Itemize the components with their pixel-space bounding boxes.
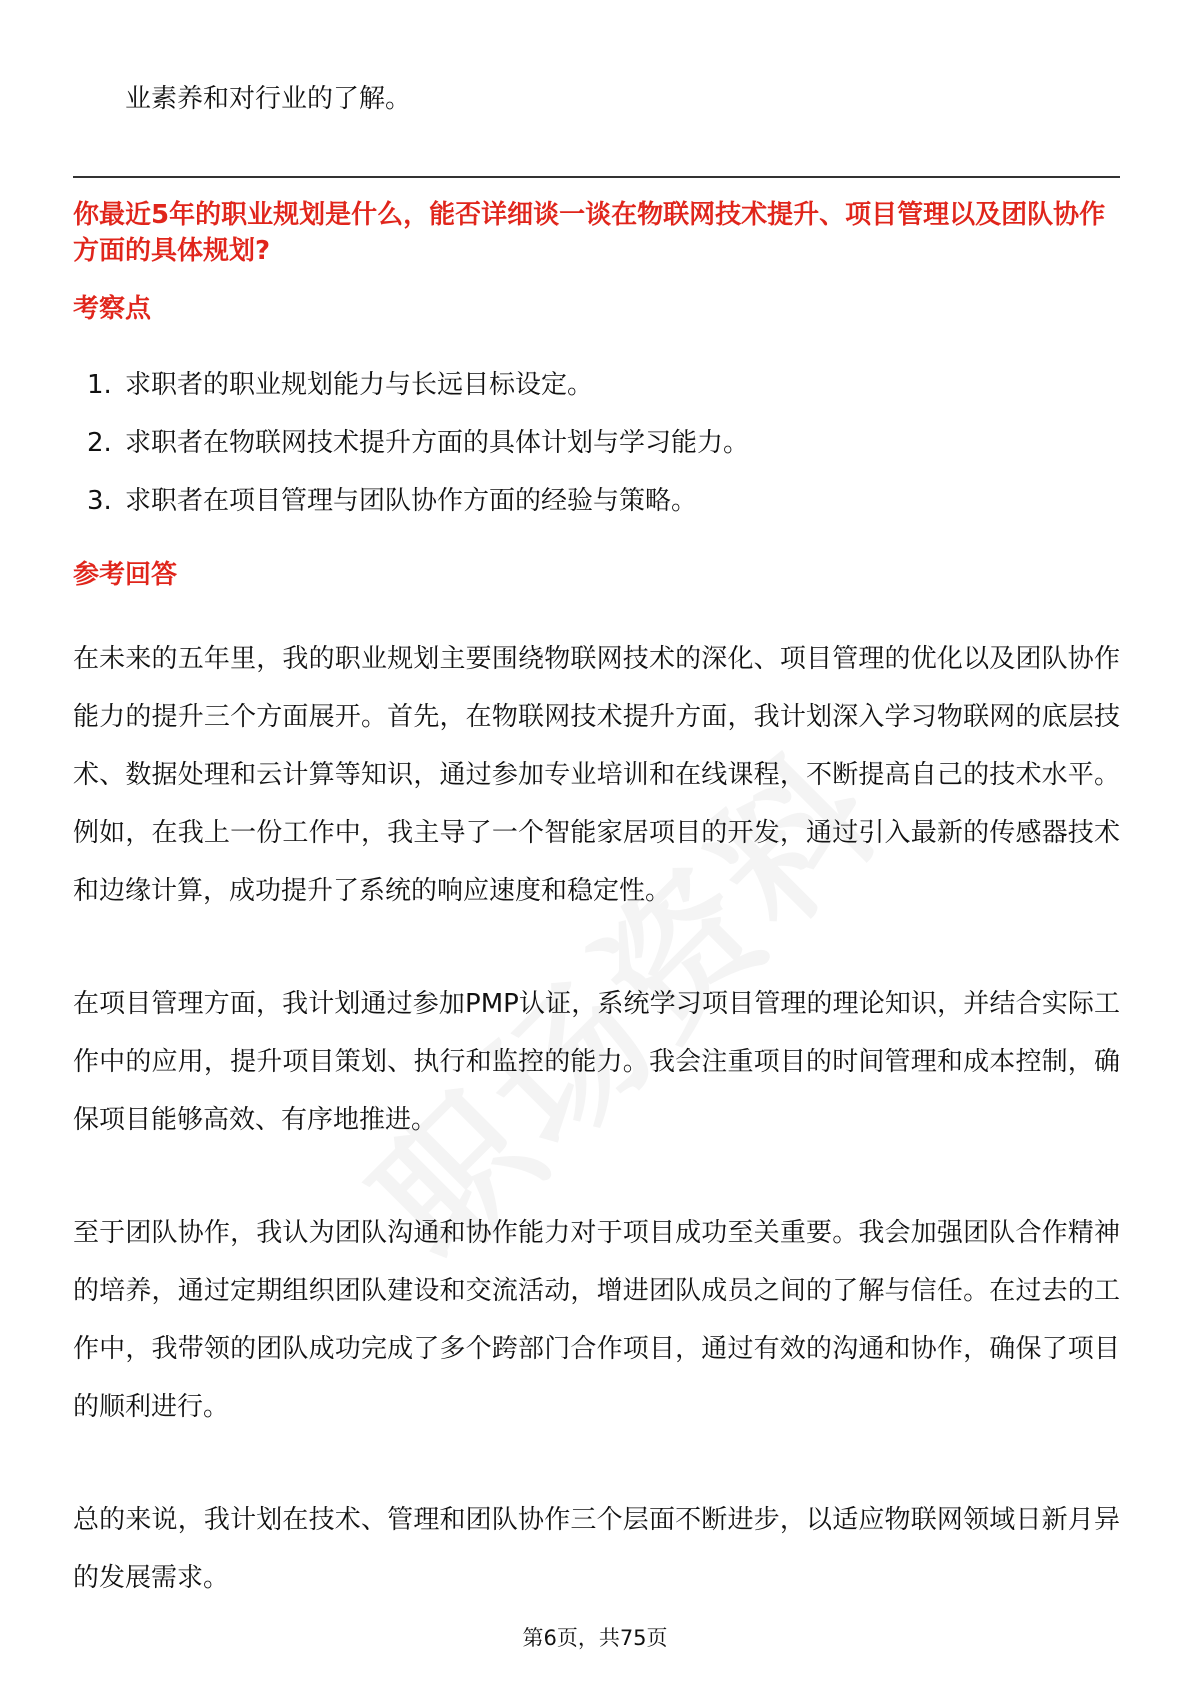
page-number-footer: 第6页，共75页	[522, 1626, 668, 1650]
answer-paragraph: 总的来说，我计划在技术、管理和团队协作三个层面不断进步，以适应物联网领域日新月异的发展需求。	[73, 1505, 1120, 1593]
list-item-number: 2.	[87, 428, 112, 458]
key-points-title: 考察点	[73, 294, 152, 324]
list-item-text: 求职者的职业规划能力与长远目标设定。	[125, 370, 594, 400]
question-heading: 你最近5年的职业规划是什么，能否详细谈一谈在物联网技术提升、项目管理以及团队协作方面的具体规划?	[73, 200, 1106, 266]
section-divider	[73, 176, 1120, 178]
list-item	[87, 423, 749, 463]
list-item-number: 1.	[87, 370, 112, 400]
answer-paragraph: 在未来的五年里，我的职业规划主要围绕物联网技术的深化、项目管理的优化以及团队协作能力的提升三个方面展开。首先，在物联网技术提升方面，我计划深入学习物联网的底层技术、数据处理和云计算等知识，通过参加专业培训和在线课程，不断提高自己的技术水平。例如，在我上一份工作中，我主导了一个智能家居项目的开发，通过引入最新的传感器技术和边缘计算，成功提升了系统的响应速度和稳定性。	[73, 644, 1120, 906]
key-points-list	[87, 365, 749, 539]
previous-continuation-text: 业素养和对行业的了解。	[125, 84, 412, 114]
list-item	[87, 365, 749, 405]
answer-paragraph: 至于团队协作，我认为团队沟通和协作能力对于项目成功至关重要。我会加强团队合作精神的培养，通过定期组织团队建设和交流活动，增进团队成员之间的了解与信任。在过去的工作中，我带领的团队成功完成了多个跨部门合作项目，通过有效的沟通和协作，确保了项目的顺利进行。	[73, 1218, 1120, 1422]
list-item-text: 求职者在项目管理与团队协作方面的经验与策略。	[125, 486, 698, 516]
answer-title: 参考回答	[73, 560, 178, 590]
list-item-number: 3.	[87, 486, 112, 516]
answer-paragraph: 在项目管理方面，我计划通过参加PMP认证，系统学习项目管理的理论知识，并结合实际工作中的应用，提升项目策划、执行和监控的能力。我会注重项目的时间管理和成本控制，确保项目能够高效、有序地推进。	[73, 989, 1120, 1135]
list-item-text: 求职者在物联网技术提升方面的具体计划与学习能力。	[125, 428, 750, 458]
answer-body	[73, 630, 1120, 1662]
list-item	[87, 481, 749, 521]
